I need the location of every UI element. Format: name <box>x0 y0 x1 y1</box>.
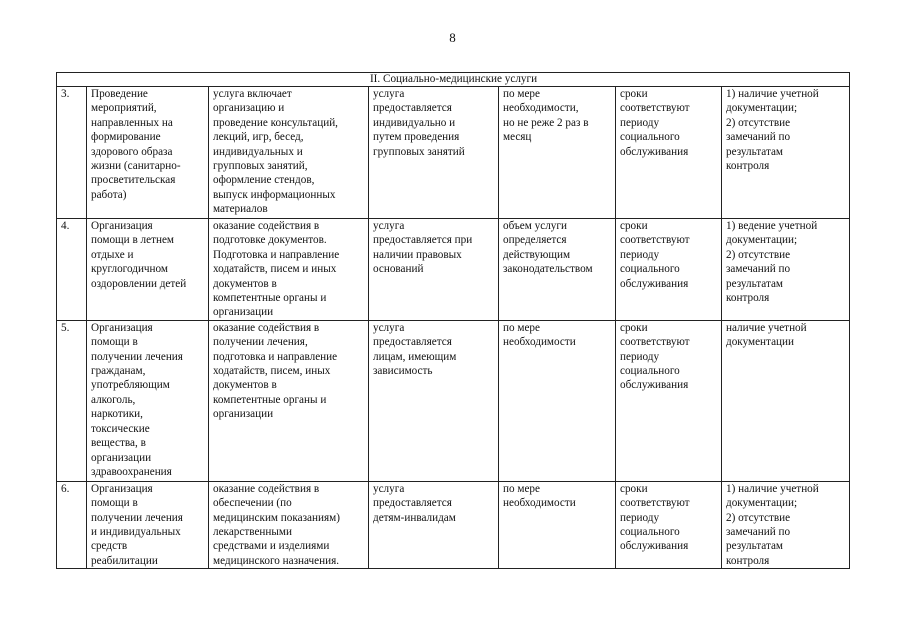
table-row <box>57 87 850 219</box>
service-volume: по мере необходимости, но не реже 2 раз в месяц <box>503 88 589 144</box>
service-quality: 1) наличие учетной документации; 2) отсутствие замечаний по результатам контроля <box>726 88 819 173</box>
service-conditions-cell <box>369 219 499 321</box>
page-number: 8 <box>449 30 456 45</box>
service-conditions: услуга предоставляется лицам, имеющим зависимость <box>373 321 457 378</box>
row-number-cell <box>57 320 87 481</box>
table-row <box>57 219 850 321</box>
table-row <box>57 320 850 481</box>
service-terms-cell <box>616 481 722 568</box>
service-description: оказание содействия в обеспечении (по медицинским показаниям) лекарственными средствами и изделиями медицинского назначения. <box>213 482 340 567</box>
service-description-cell <box>209 87 369 219</box>
section-title: II. Социально-медицинские услуги <box>57 73 850 87</box>
service-volume: по мере необходимости <box>503 321 576 349</box>
row-number: 4. <box>61 220 70 232</box>
service-conditions-cell <box>369 481 499 568</box>
service-conditions: услуга предоставляется при наличии правовых оснований <box>373 220 473 276</box>
service-description: оказание содействия в получении лечения, подготовка и направление ходатайств, писем, иных документов в компетентные органы и организации <box>213 321 338 421</box>
service-name-cell <box>87 87 209 219</box>
service-volume-cell <box>499 87 616 219</box>
service-quality-cell <box>722 320 850 481</box>
service-name: Организация помощи в летнем отдыхе и круглогодичном оздоровлении детей <box>91 220 187 290</box>
row-number-cell <box>57 481 87 568</box>
service-terms: сроки соответствуют периоду социального обслуживания <box>620 88 690 158</box>
service-description: оказание содействия в подготовке документов. Подготовка и направление ходатайств, писем и иных документов в компетентные органы и организации <box>213 220 340 319</box>
row-number-cell <box>57 87 87 219</box>
service-quality-cell <box>722 87 850 219</box>
service-volume: по мере необходимости <box>503 482 576 510</box>
service-volume-cell <box>499 320 616 481</box>
service-conditions: услуга предоставляется индивидуально и путем проведения групповых занятий <box>373 88 465 158</box>
service-name-cell <box>87 219 209 321</box>
table-row <box>57 481 850 568</box>
row-number-cell <box>57 219 87 321</box>
service-conditions: услуга предоставляется детям-инвалидам <box>373 482 456 524</box>
service-volume-cell <box>499 219 616 321</box>
service-terms: сроки соответствуют периоду социального обслуживания <box>620 220 690 290</box>
service-quality-cell <box>722 219 850 321</box>
service-description-cell <box>209 320 369 481</box>
service-conditions-cell <box>369 320 499 481</box>
service-terms-cell <box>616 219 722 321</box>
service-name-cell <box>87 481 209 568</box>
service-name: Проведение мероприятий, направленных на формирование здорового образа жизни (санитарно- просветительская работа) <box>91 88 181 201</box>
service-terms-cell <box>616 320 722 481</box>
services-table <box>56 72 850 569</box>
service-description: услуга включает организацию и проведение консультаций, лекций, игр, бесед, индивидуальных и групповых занятий, оформление стендов, выпуск информационных материалов <box>213 88 338 216</box>
row-number: 5. <box>61 321 70 334</box>
row-number: 3. <box>61 88 70 100</box>
service-name: Организация помощи в получении лечения и индивидуальных средств реабилитации <box>91 482 183 567</box>
service-name: Организация помощи в получении лечения гражданам, употребляющим алкоголь, наркотики, токсические вещества, в организации здравоохранения <box>91 321 183 478</box>
service-volume: объем услуги определяется действующим законодательством <box>503 220 593 276</box>
service-quality: наличие учетной документации <box>726 321 807 349</box>
service-quality: 1) наличие учетной документации; 2) отсутствие замечаний по результатам контроля <box>726 482 819 567</box>
service-description-cell <box>209 481 369 568</box>
service-quality: 1) ведение учетной документации; 2) отсутствие замечаний по результатам контроля <box>726 220 818 305</box>
service-name-cell <box>87 320 209 481</box>
service-terms: сроки соответствуют периоду социального обслуживания <box>620 321 690 392</box>
service-quality-cell <box>722 481 850 568</box>
service-terms: сроки соответствуют периоду социального обслуживания <box>620 482 690 553</box>
service-description-cell <box>209 219 369 321</box>
service-conditions-cell <box>369 87 499 219</box>
service-volume-cell <box>499 481 616 568</box>
row-number: 6. <box>61 482 70 495</box>
service-terms-cell <box>616 87 722 219</box>
section-header-row <box>57 73 850 87</box>
